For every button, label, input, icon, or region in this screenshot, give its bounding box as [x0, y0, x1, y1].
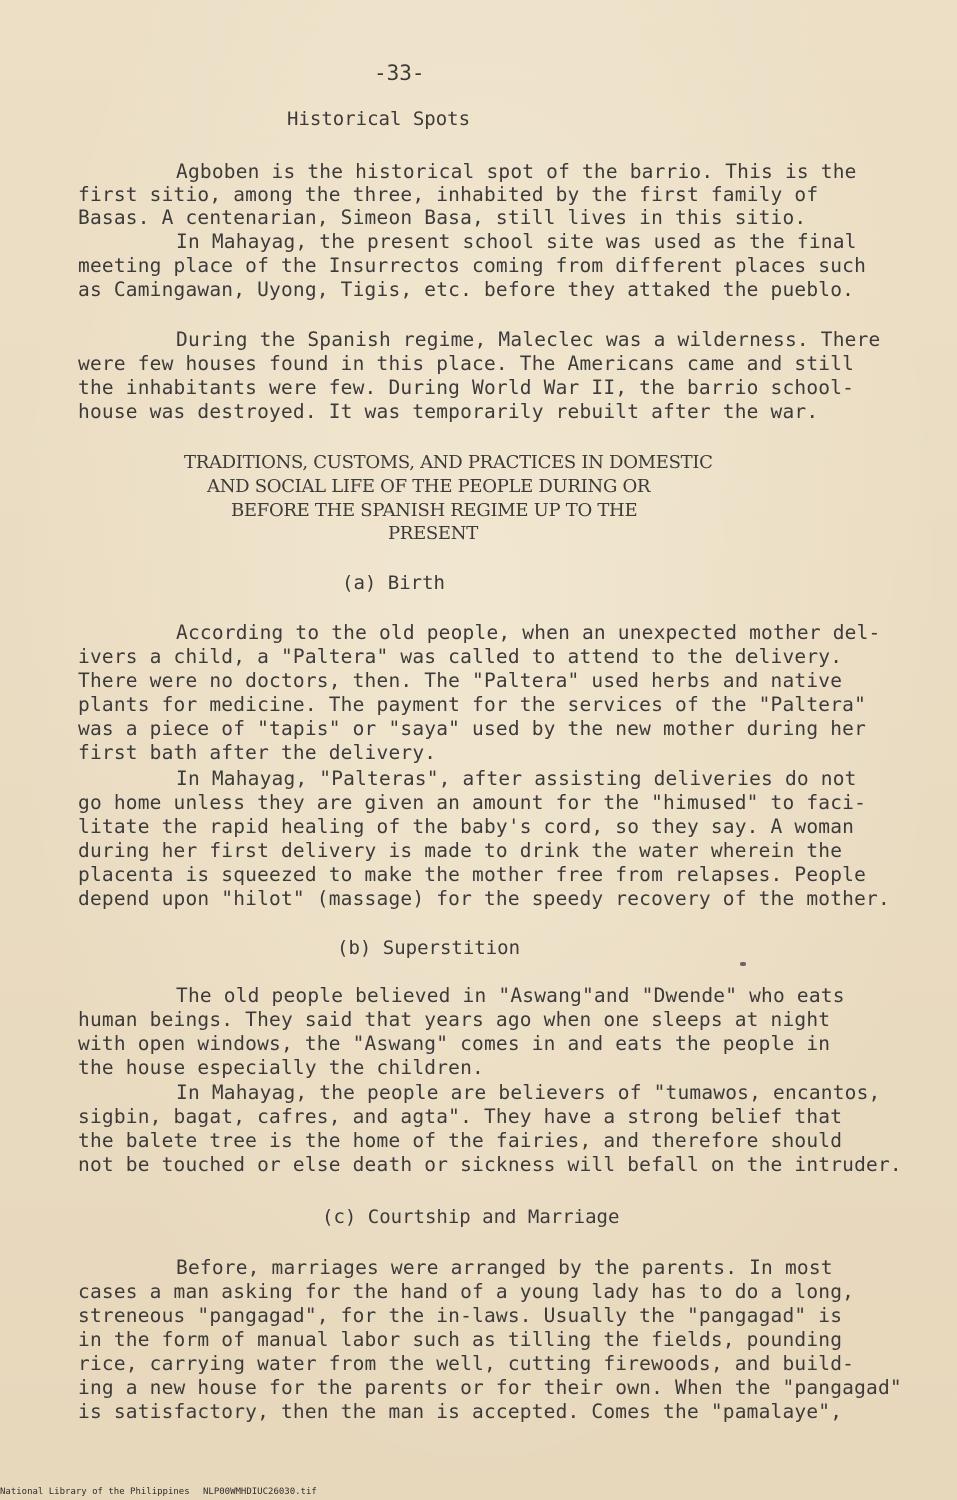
text-line: Basas. A centenarian, Simeon Basa, still lives in this sitio. [78, 206, 807, 229]
text-line: first sitio, among the three, inhabited by the first family of [78, 183, 819, 206]
section-title-superstition: (b) Superstition [337, 937, 521, 959]
text-line: ivers a child, a "Paltera" was called to attend to the delivery. [78, 645, 843, 668]
text-line: first bath after the delivery. [78, 741, 437, 764]
section-title-traditions-line: AND SOCIAL LIFE OF THE PEOPLE DURING OR [207, 476, 651, 497]
text-line: In Mahayag, "Palteras", after assisting deliveries do not [176, 767, 857, 790]
section-title-traditions-line: BEFORE THE SPANISH REGIME UP TO THE [231, 500, 638, 521]
text-line: in the form of manual labor such as tilling the fields, pounding [78, 1328, 843, 1351]
section-title-courtship: (c) Courtship and Marriage [322, 1206, 620, 1228]
text-line: human beings. They said that years ago when one sleeps at night [78, 1008, 831, 1031]
text-line: plants for medicine. The payment for the services of the "Paltera" [78, 693, 867, 716]
text-line: the house especially the children. [78, 1056, 484, 1079]
text-line: rice, carrying water from the well, cutting firewoods, and build- [78, 1352, 855, 1375]
text-line: streneous "pangagad", for the in-laws. Usually the "pangagad" is [78, 1304, 843, 1327]
footer-filename: NLP00WMHDIUC26030.tif [203, 1487, 317, 1497]
text-line: ing a new house for the parents or for their own. When the "pangagad" [78, 1376, 902, 1399]
text-line: Before, marriages were arranged by the parents. In most [176, 1256, 833, 1279]
text-line: depend upon "hilot" (massage) for the speedy recovery of the mother. [78, 887, 890, 910]
text-line: go home unless they are given an amount for the "himused" to faci- [78, 791, 867, 814]
text-line: with open windows, the "Aswang" comes in and eats the people in [78, 1032, 831, 1055]
section-title-traditions-line: PRESENT [388, 523, 478, 544]
section-title-historical-spots: Historical Spots [287, 108, 471, 130]
text-line: not be touched or else death or sickness will befall on the intruder. [78, 1153, 902, 1176]
section-title-traditions-line: TRADITIONS, CUSTOMS, AND PRACTICES IN DOMESTIC [184, 452, 713, 473]
page-number: -33- [374, 61, 425, 85]
ink-speck [740, 962, 746, 966]
text-line: In Mahayag, the people are believers of "tumawos, encantos, [176, 1081, 881, 1104]
text-line: In Mahayag, the present school site was used as the final [176, 230, 857, 253]
text-line: the balete tree is the home of the fairies, and therefore should [78, 1129, 843, 1152]
section-title-birth: (a) Birth [342, 572, 445, 594]
text-line: during her first delivery is made to drink the water wherein the [78, 839, 843, 862]
text-line: house was destroyed. It was temporarily rebuilt after the war. [78, 400, 819, 423]
text-line: cases a man asking for the hand of a young lady has to do a long, [78, 1280, 855, 1303]
text-line: Agboben is the historical spot of the barrio. This is the [176, 160, 857, 183]
text-line: the inhabitants were few. During World War II, the barrio school- [78, 376, 855, 399]
text-line: meeting place of the Insurrectos coming from different places such [78, 254, 867, 277]
text-line: litate the rapid healing of the baby's cord, so they say. A woman [78, 815, 855, 838]
text-line: There were no doctors, then. The "Paltera" used herbs and native [78, 669, 843, 692]
text-line: According to the old people, when an unexpected mother del- [176, 621, 881, 644]
text-line: The old people believed in "Aswang"and "Dwende" who eats [176, 984, 845, 1007]
text-line: sigbin, bagat, cafres, and agta". They have a strong belief that [78, 1105, 843, 1128]
text-line: as Camingawan, Uyong, Tigis, etc. before they attaked the pueblo. [78, 278, 855, 301]
text-line: is satisfactory, then the man is accepted. Comes the "pamalaye", [78, 1400, 843, 1423]
text-line: placenta is squeezed to make the mother free from relapses. People [78, 863, 867, 886]
text-line: was a piece of "tapis" or "saya" used by the new mother during her [78, 717, 867, 740]
text-line: During the Spanish regime, Maleclec was a wilderness. There [176, 328, 881, 351]
text-line: were few houses found in this place. The Americans came and still [78, 352, 855, 375]
footer-library: National Library of the Philippines [0, 1487, 190, 1497]
